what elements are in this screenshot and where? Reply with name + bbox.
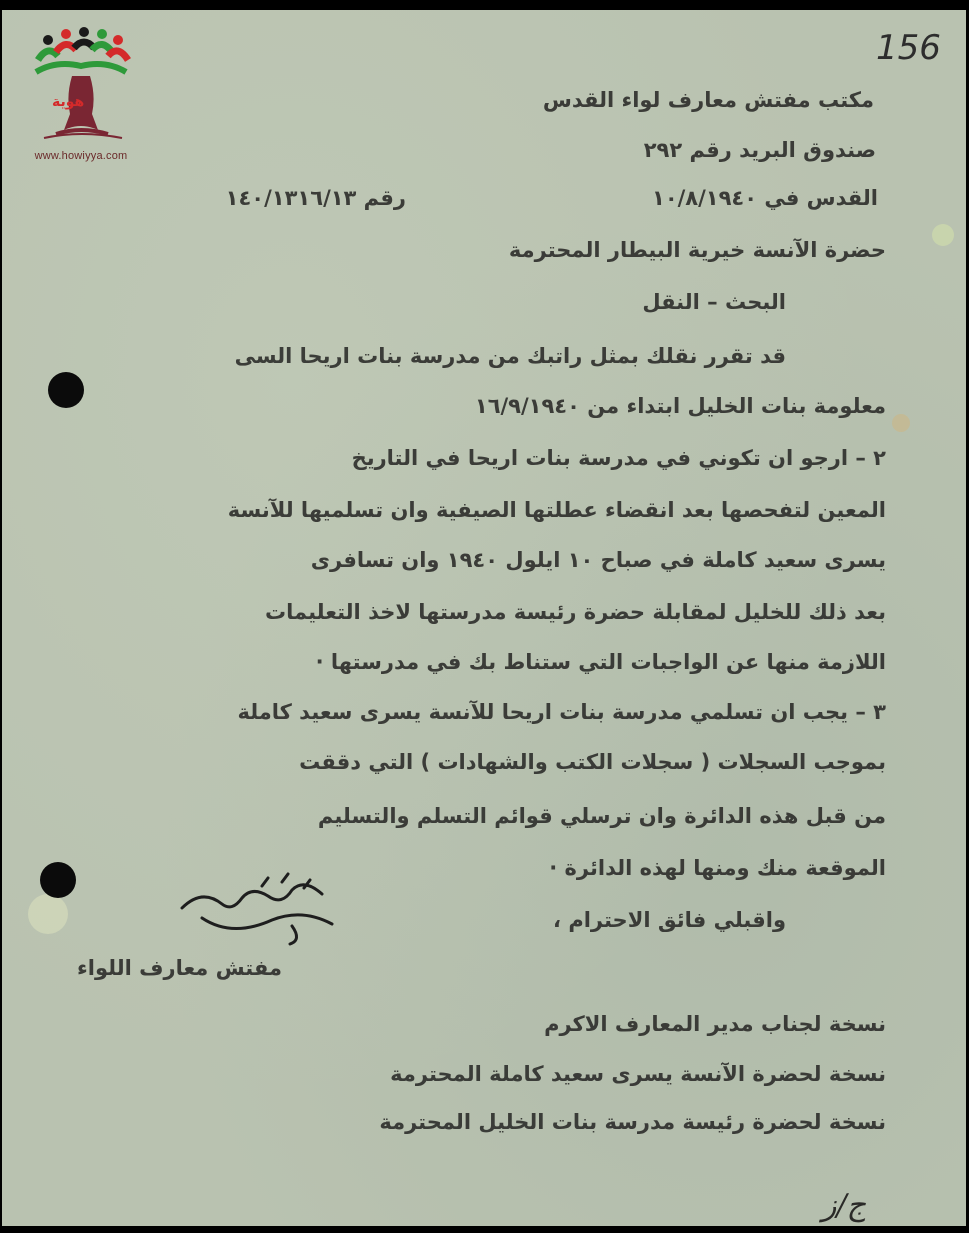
body-line: الموقعة منك ومنها لهذه الدائرة ·: [549, 856, 886, 880]
paper-stain: [28, 894, 68, 934]
reference-number: رقم ١٤٠/١٣١٦/١٣: [225, 186, 406, 210]
copy-line: نسخة لجناب مدير المعارف الاكرم: [544, 1012, 886, 1036]
body-line: بعد ذلك للخليل لمقابلة حضرة رئيسة مدرستها لاخذ التعليمات: [265, 600, 886, 624]
body-line: ٣ – يجب ان تسلمي مدرسة بنات اريحا للآنسة يسرى سعيد كاملة: [237, 700, 886, 724]
po-box: صندوق البريد رقم ٢٩٢: [643, 138, 876, 162]
svg-text:هوية: هوية: [52, 94, 85, 110]
body-line: بموجب السجلات ( سجلات الكتب والشهادات ) التي دققت: [299, 750, 886, 774]
body-line: قد تقرر نقلك بمثل راتبك من مدرسة بنات اريحا السى: [234, 344, 786, 368]
city-date: القدس في ١٠/٨/١٩٤٠: [652, 186, 878, 210]
punch-hole: [48, 372, 84, 408]
body-line: معلومة بنات الخليل ابتداء من ١٦/٩/١٩٤٠: [474, 394, 886, 418]
page-number: 156: [876, 28, 941, 68]
copy-line: نسخة لحضرة الآنسة يسرى سعيد كاملة المحترمة: [390, 1062, 886, 1086]
body-line: يسرى سعيد كاملة في صباح ١٠ ايلول ١٩٤٠ وان تسافرى: [310, 548, 886, 572]
body-line: اللازمة منها عن الواجبات التي ستناط بك في مدرستها ·: [315, 650, 886, 674]
copy-line: نسخة لحضرة رئيسة مدرسة بنات الخليل المحترمة: [379, 1110, 886, 1134]
handwritten-signature-icon: [172, 868, 352, 948]
initials: ج/ز: [822, 1188, 866, 1223]
paper-stain: [892, 414, 910, 432]
punch-hole: [40, 862, 76, 898]
howiyya-logo: [16, 26, 146, 166]
body-line: من قبل هذه الدائرة وان ترسلي قوائم التسلم والتسليم: [317, 804, 886, 828]
paper-stain: [932, 224, 954, 246]
body-line: المعين لتفحصها بعد انقضاء عطلتها الصيفية وان تسلميها للآنسة: [227, 498, 886, 522]
addressee: حضرة الآنسة خيرية البيطار المحترمة: [508, 238, 886, 262]
signature-title: مفتش معارف اللواء: [77, 956, 282, 980]
subject-line: البحث – النقل: [642, 290, 786, 314]
logo-url[interactable]: www.howiyya.com: [34, 150, 128, 162]
closing-line: واقبلي فائق الاحترام ،: [553, 908, 786, 932]
body-line: ٢ – ارجو ان تكوني في مدرسة بنات اريحا في التاريخ: [351, 446, 886, 470]
office-name: مكتب مفتش معارف لواء القدس: [542, 88, 874, 112]
tree-emblem-icon: [26, 26, 136, 146]
letter-paper: [2, 10, 966, 1226]
